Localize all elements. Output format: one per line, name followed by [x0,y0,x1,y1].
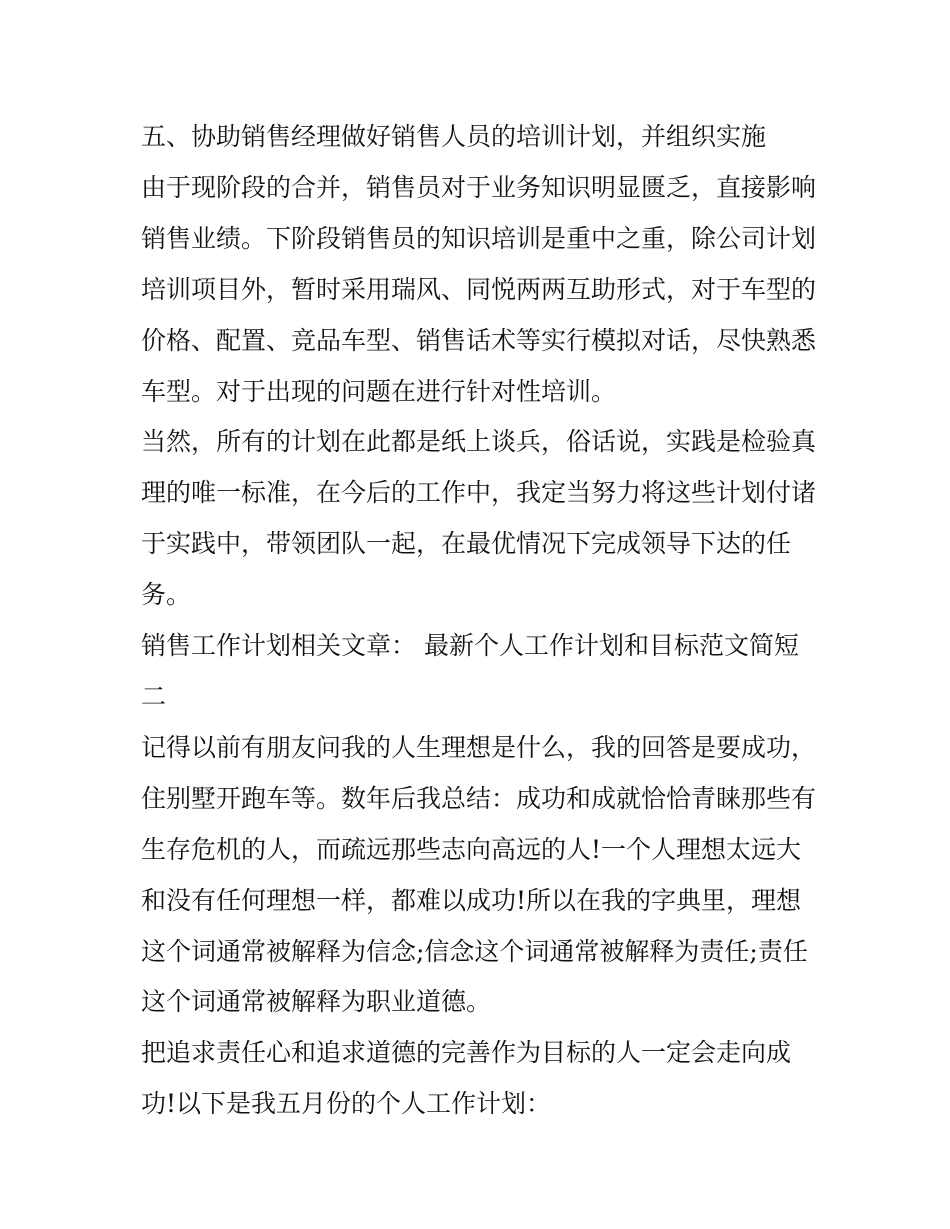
section-heading-training: 五、协助销售经理做好销售人员的培训计划，并组织实施 [141,122,767,151]
related-articles-line: 销售工作计划相关文章： 最新个人工作计划和目标范文简短 [141,631,799,661]
paragraph-practice: 当然，所有的计划在此都是纸上谈兵，俗话说，实践是检验真 理的唯一标准，在今后的工作中，我定当努力将这些计划付诸 于实践中，带领团队一起，在最优情况下完成领导下达的任 务。 [141,427,817,610]
document-body [141,112,831,1130]
paragraph-may-plan-intro: 把追求责任心和追求道德的完善作为目标的人一定会走向成 功!以下是我五月份的个人工作计划： [141,1038,792,1119]
paragraph-ideals: 记得以前有朋友问我的人生理想是什么，我的回答是要成功， 住别墅开跑车等。数年后我总结：成功和成就恰恰青睐那些有 生存危机的人，而疏远那些志向高远的人!一个人理想太远大 和没有任何理想一样，都难以成功!所以在我的字典里，理想 这个词通常被解释为信念;信念这个词通常被解释为责任;责任 这个词通常被解释为职业道德。 [141,732,817,1017]
paragraph-training-details: 由于现阶段的合并，销售员对于业务知识明显匮乏，直接影响 销售业绩。下阶段销售员的知识培训是重中之重，除公司计划 培训项目外，暂时采用瑞风、同悦两两互助形式，对于车型的 价格、配置、竞品车型、销售话术等实行模拟对话，尽快熟悉 车型。对于出现的问题在进行针对性培训。 [141,172,817,406]
section-heading-two: 二 [141,681,167,711]
